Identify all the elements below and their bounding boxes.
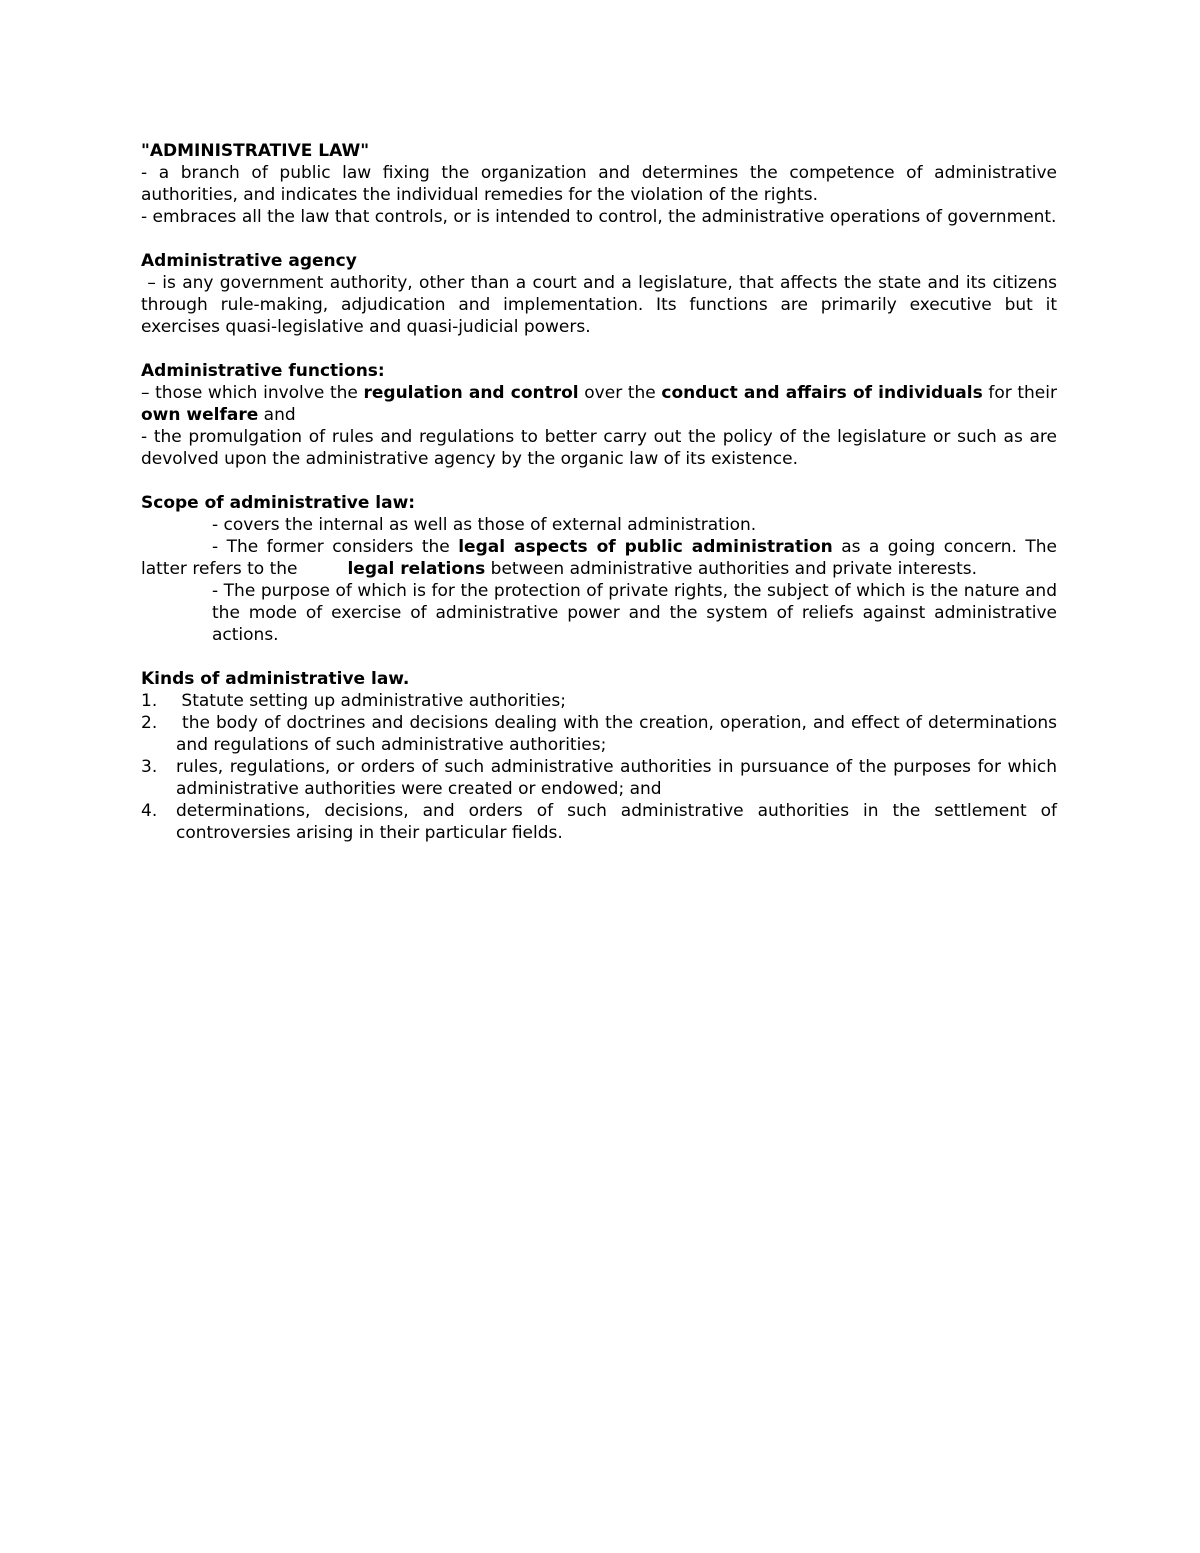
text-run: as a going concern. The latter refers to the: [141, 537, 1057, 579]
functions-paragraph-1: [141, 382, 1057, 426]
text-run: for their: [982, 383, 1057, 403]
kinds-list: [141, 690, 1063, 844]
list-item: [141, 756, 1057, 800]
text-run: over the: [578, 383, 662, 403]
scope-item-3: - The purpose of which is for the protection of private rights, the subject of which is the nature and the mode of exercise of administrative power and the system of reliefs against administrative actions.: [212, 581, 1057, 645]
scope-item-1: - covers the internal as well as those of external administration.: [212, 515, 757, 535]
section-heading-functions: Administrative functions:: [141, 361, 385, 381]
text-run: – those which involve the: [141, 383, 364, 403]
list-number: 1.: [141, 691, 158, 711]
scope-item-2: [141, 536, 1057, 580]
list-item: [141, 712, 1063, 756]
list-number: 3.: [141, 757, 158, 777]
text-run: between administrative authorities and private interests.: [485, 559, 978, 579]
bold-run: regulation and control: [363, 383, 579, 403]
list-item-text: the body of doctrines and decisions dealing with the creation, operation, and effect of determinations and regulations of such administrative authorities;: [176, 713, 1063, 755]
section-heading-kinds: Kinds of administrative law.: [141, 669, 410, 689]
list-item: [141, 690, 1057, 712]
definition-paragraph: - embraces all the law that controls, or is intended to control, the administrative operations of government.: [141, 207, 1057, 227]
bold-run: own welfare: [141, 405, 259, 425]
list-item: [141, 800, 1057, 844]
section-heading-agency: Administrative agency: [141, 251, 357, 271]
list-item-text: Statute setting up administrative authorities;: [176, 691, 566, 711]
spacer: [141, 228, 1057, 250]
section-heading-scope: Scope of administrative law:: [141, 493, 416, 513]
bold-run: conduct and affairs of individuals: [661, 383, 983, 403]
list-item-text: rules, regulations, or orders of such administrative authorities in pursuance of the purposes for which administrative authorities were created or endowed; and: [176, 757, 1057, 799]
list-number: 4.: [141, 801, 158, 821]
functions-paragraph-2: - the promulgation of rules and regulations to better carry out the policy of the legislature or such as are devolved upon the administrative agency by the organic law of its existence.: [141, 427, 1057, 469]
spacer: [141, 470, 1057, 492]
list-item-text: determinations, decisions, and orders of such administrative authorities in the settlement of controversies arising in their particular fields.: [176, 801, 1057, 843]
text-run: - The former considers the: [212, 537, 459, 557]
document-page: [141, 140, 1063, 844]
bold-run: legal aspects of public administration: [458, 537, 833, 557]
definition-paragraph: - a branch of public law fixing the organization and determines the competence of administrative authorities, and indicates the individual remedies for the violation of the rights.: [141, 163, 1057, 205]
spacer: [141, 338, 1057, 360]
document-title: "ADMINISTRATIVE LAW": [141, 141, 370, 161]
list-number: 2.: [141, 713, 158, 733]
spacer: [141, 646, 1057, 668]
text-run: and: [258, 405, 296, 425]
bold-run: legal relations: [347, 559, 486, 579]
agency-paragraph: – is any government authority, other than a court and a legislature, that affects the state and its citizens through rule-making, adjudication and implementation. Its functions are primarily executive but it exercises quasi-legislative and quasi-judicial powers.: [141, 273, 1063, 337]
